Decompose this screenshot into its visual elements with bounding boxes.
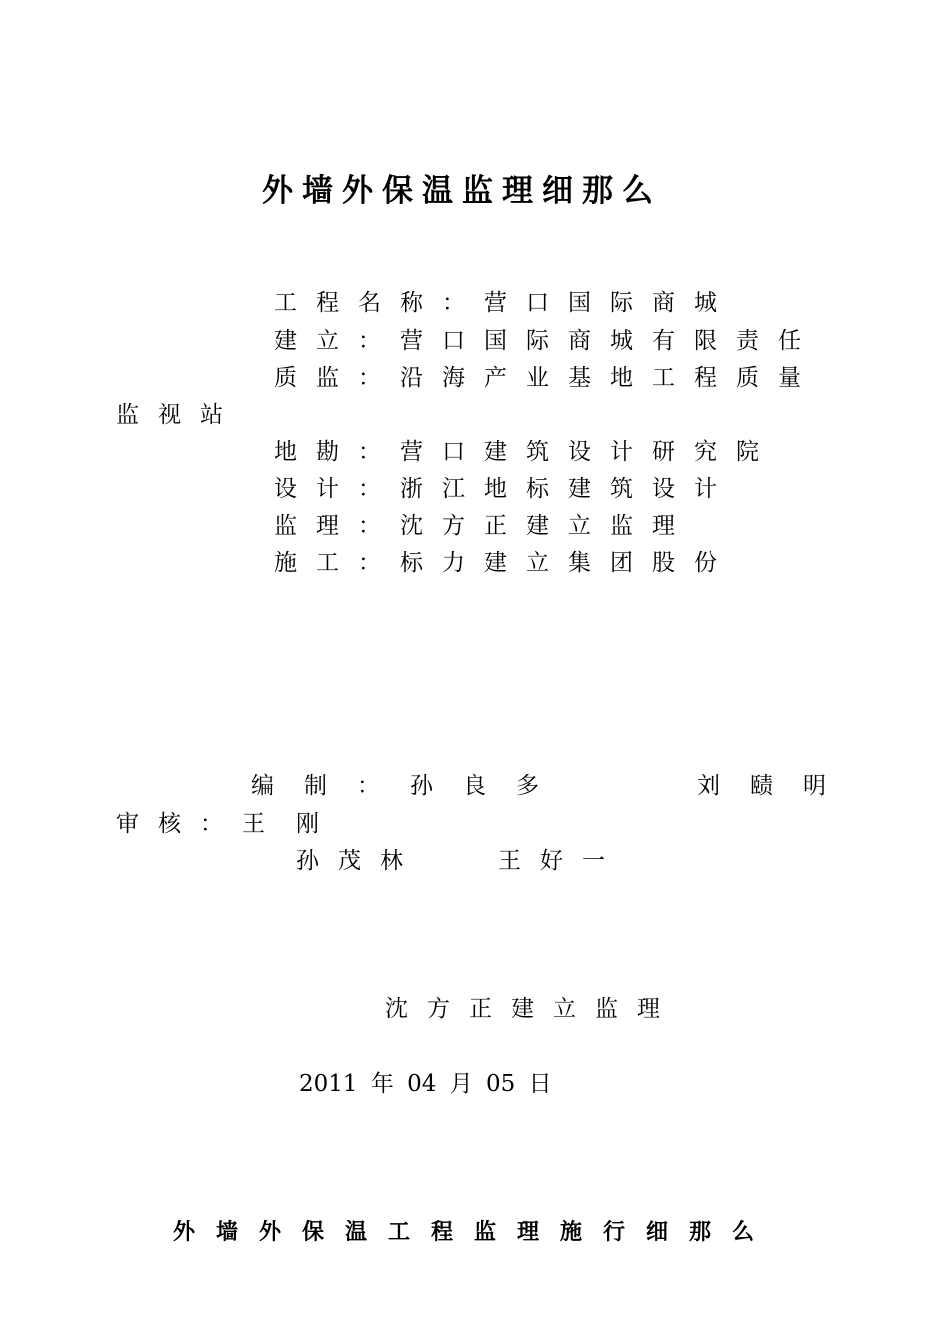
quality-line: 质监：沿海产业基地工程质量 [274,365,820,391]
document-title: 外墙外保温监理细那么 [262,173,662,209]
quality-line-continued: 监视站 [116,402,242,428]
reviewer-names-a: 孙茂林 [296,848,422,874]
footer-title: 外墙外保温工程监理施行细那么 [173,1219,776,1245]
compiled-by-line: 编制：孙良多 [251,773,569,799]
organization-name: 沈方正建立监理 [385,996,679,1022]
document-date: 2011 年 04 月 05 日 [299,1071,552,1097]
builder-line: 建立：营口国际商城有限责任 [274,328,820,354]
reviewer-names-b: 王好一 [498,848,624,874]
project-name-line: 工程名称：营口国际商城 [274,290,736,316]
reviewer-name-continued: 刚 [296,811,338,837]
supervision-line: 监理：沈方正建立监理 [274,513,694,539]
second-compiler-name: 刘赜明 [697,773,856,799]
reviewed-by-line: 审核：王 [116,811,284,837]
design-line: 设计：浙江地标建筑设计 [274,476,736,502]
survey-line: 地勘：营口建筑设计研究院 [274,439,778,465]
construction-line: 施工：标力建立集团股份 [274,550,736,576]
